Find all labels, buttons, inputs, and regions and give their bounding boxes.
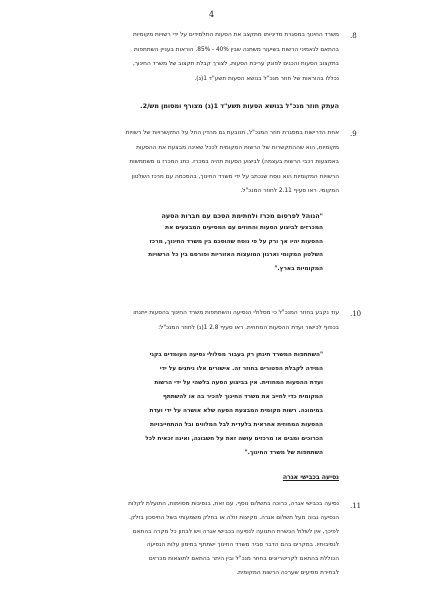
- section-9-line: באמצעות רכבי הרשות בעצמה) לביצוע הסעות תהיה במכרז. כתנ המכרז גו משתמשות: [129, 159, 339, 165]
- section-8-line: בתקצוב הסעות והכנים לפונק עריכת הסעות, לצורך קבלת תקצוב של משרד החינוך,: [133, 61, 339, 67]
- section-9-line: מקומיות, הוא שההתקשרות של הרשות המקומית לככל שאינה מבצעת את ההסעות: [136, 144, 339, 151]
- appendix-heading: העתק חוזר מנכ"ל בנושא הסעות תשע"ד 1(ג) מצורף ומסומן מש/2.: [140, 102, 339, 110]
- regulation-quote-line: המקומית כדי לחייב את משרד החינוך להכיר בה או להשתתף: [162, 394, 323, 400]
- regulation-quote-line: השתתפות של משרד החינוך.": [244, 450, 323, 456]
- regulation-quote: [90, 348, 323, 460]
- section-11-number: .11: [350, 502, 362, 510]
- procedure-quote-line: ההסעות יהיו אך ורק על פי נוסח שהוסכם בין משרד החינוך, מרכז: [149, 238, 323, 245]
- section-9-line: הרשויות המקומיות הוא נוסח שנכתב על ידי משרד החינוך, בהסכמה עם מרכז השלטון: [131, 173, 339, 180]
- regulation-quote-line: "השתתפות המשרד תינתן רק בעבור מסלולי נסיעה העומדים בקני: [149, 352, 323, 358]
- section-8-line: בהתאם לנאמיני הרשות בשיעור משתנה שבין 40% - 85%. הוראות בעניין השתתפות: [134, 46, 339, 53]
- procedure-quote-line: המקומיות בארץ.": [274, 265, 323, 272]
- regulation-quote-line: במימונה. רשות מקומית המבצעת הסעה שלא אושרה על ידי ועדת: [149, 408, 323, 414]
- section-8-line: נכללו בהוראות של חוזר מנכ"ל בנושא הסעות תשע"ד 1(ג).: [194, 75, 339, 82]
- procedure-quote-line: השלטון המקומי וארגון המועצות האזוריות ופורסם בין כל הרשויות: [148, 252, 323, 258]
- section-9-text: [54, 126, 339, 199]
- regulation-quote-line: המידה לקבלת הפטורים בחוזר זה. אישורים אלו ניתנים על ידי: [159, 366, 323, 372]
- section-11-line: לבחירת מסיעים שערכה הרשות המקומית.: [236, 569, 339, 576]
- page-number: 4: [208, 10, 215, 19]
- regulation-quote-line: ועדת ההסעות המחוזית. אין בביצוע הסעה בלשהי על ידי הרשות: [154, 380, 323, 386]
- section-8-line: משרד החינוך במסגרת מדיניותו מתקצב את הסעות התלמידים על ידי רשויות מקומיות: [132, 32, 339, 38]
- toll-roads-heading: נסיעה בכבישי אגרה: [282, 474, 339, 481]
- section-11-line: הנסיעה גבוה מעל תשלום אגרה. מקיצות זולה או בחלק משמעותי בשל החיסכון בזלק.: [129, 514, 339, 521]
- section-10-line: בכפוף לכישור ועדת ההסעות המחוזית. ראו סעיף 2.8 1(ג) לחוזר המנכ"ל:: [158, 324, 339, 331]
- section-9-line: אחת הדרישות במסגרת חוזר המנכ"ל, תנובעת גם מהדין החל על התקשרויות של רשויות: [125, 130, 339, 136]
- section-10-number: .10: [350, 310, 362, 318]
- section-10-text: [54, 306, 339, 335]
- regulation-quote-line: הכרוכים ומבים או מרכזים עושה זאת על חשבונה, ואינה זכאית לכל: [145, 436, 323, 442]
- section-9-line: המקומי. ראו סעיף 2.11 לחוזר המנכ"ל.: [240, 188, 339, 194]
- section-8-text: [54, 28, 339, 86]
- procedure-quote: [90, 222, 323, 276]
- section-11-line: נסיעה בכבישי אגרה, כרוכה בתשלום נוסף, עם זאת, בנסיבות מסוימות, התועלת לקלות: [128, 501, 339, 507]
- section-11-line: הכוללת בהתאם לקריטריונים בחוזר מנכ"ל ובין היתר בהתאם לתוצאות מכרזים: [148, 556, 339, 563]
- section-11-line: לנסיבותיו. במקרים בהם הדבר סביר משרד החינוך ישתתף במימון עלות הנסיעה: [146, 542, 339, 549]
- section-11-line: לפיכך, אין לשלול הכשרת התנועה לנסיעה בכבישי אגרה ויש לבחון כל מקרה בהתאם: [132, 528, 339, 535]
- regulation-quote-line: ההסעות המחוזית אחראית בלעדית לבל המלווים ובל ההתחייבויות: [149, 422, 323, 428]
- section-9-number: .9: [350, 130, 357, 138]
- procedure-quote-line: המכרזים לביצוע הסעות והחוזים עם המסיעים המבצעים את: [165, 225, 323, 231]
- procedure-quote-title: "הנוהל לפרסום מכרז ולחתימת הסכם עם חברות הסעה: [161, 212, 323, 220]
- section-10-line: עוד נקבע בחוזר המנכ"ל כי מסלולי הנסיעה והשתתפות משרד החינוך בהסעות ייתנתו: [133, 310, 339, 316]
- section-8-number: .8: [350, 32, 357, 40]
- section-11-text: [54, 498, 339, 581]
